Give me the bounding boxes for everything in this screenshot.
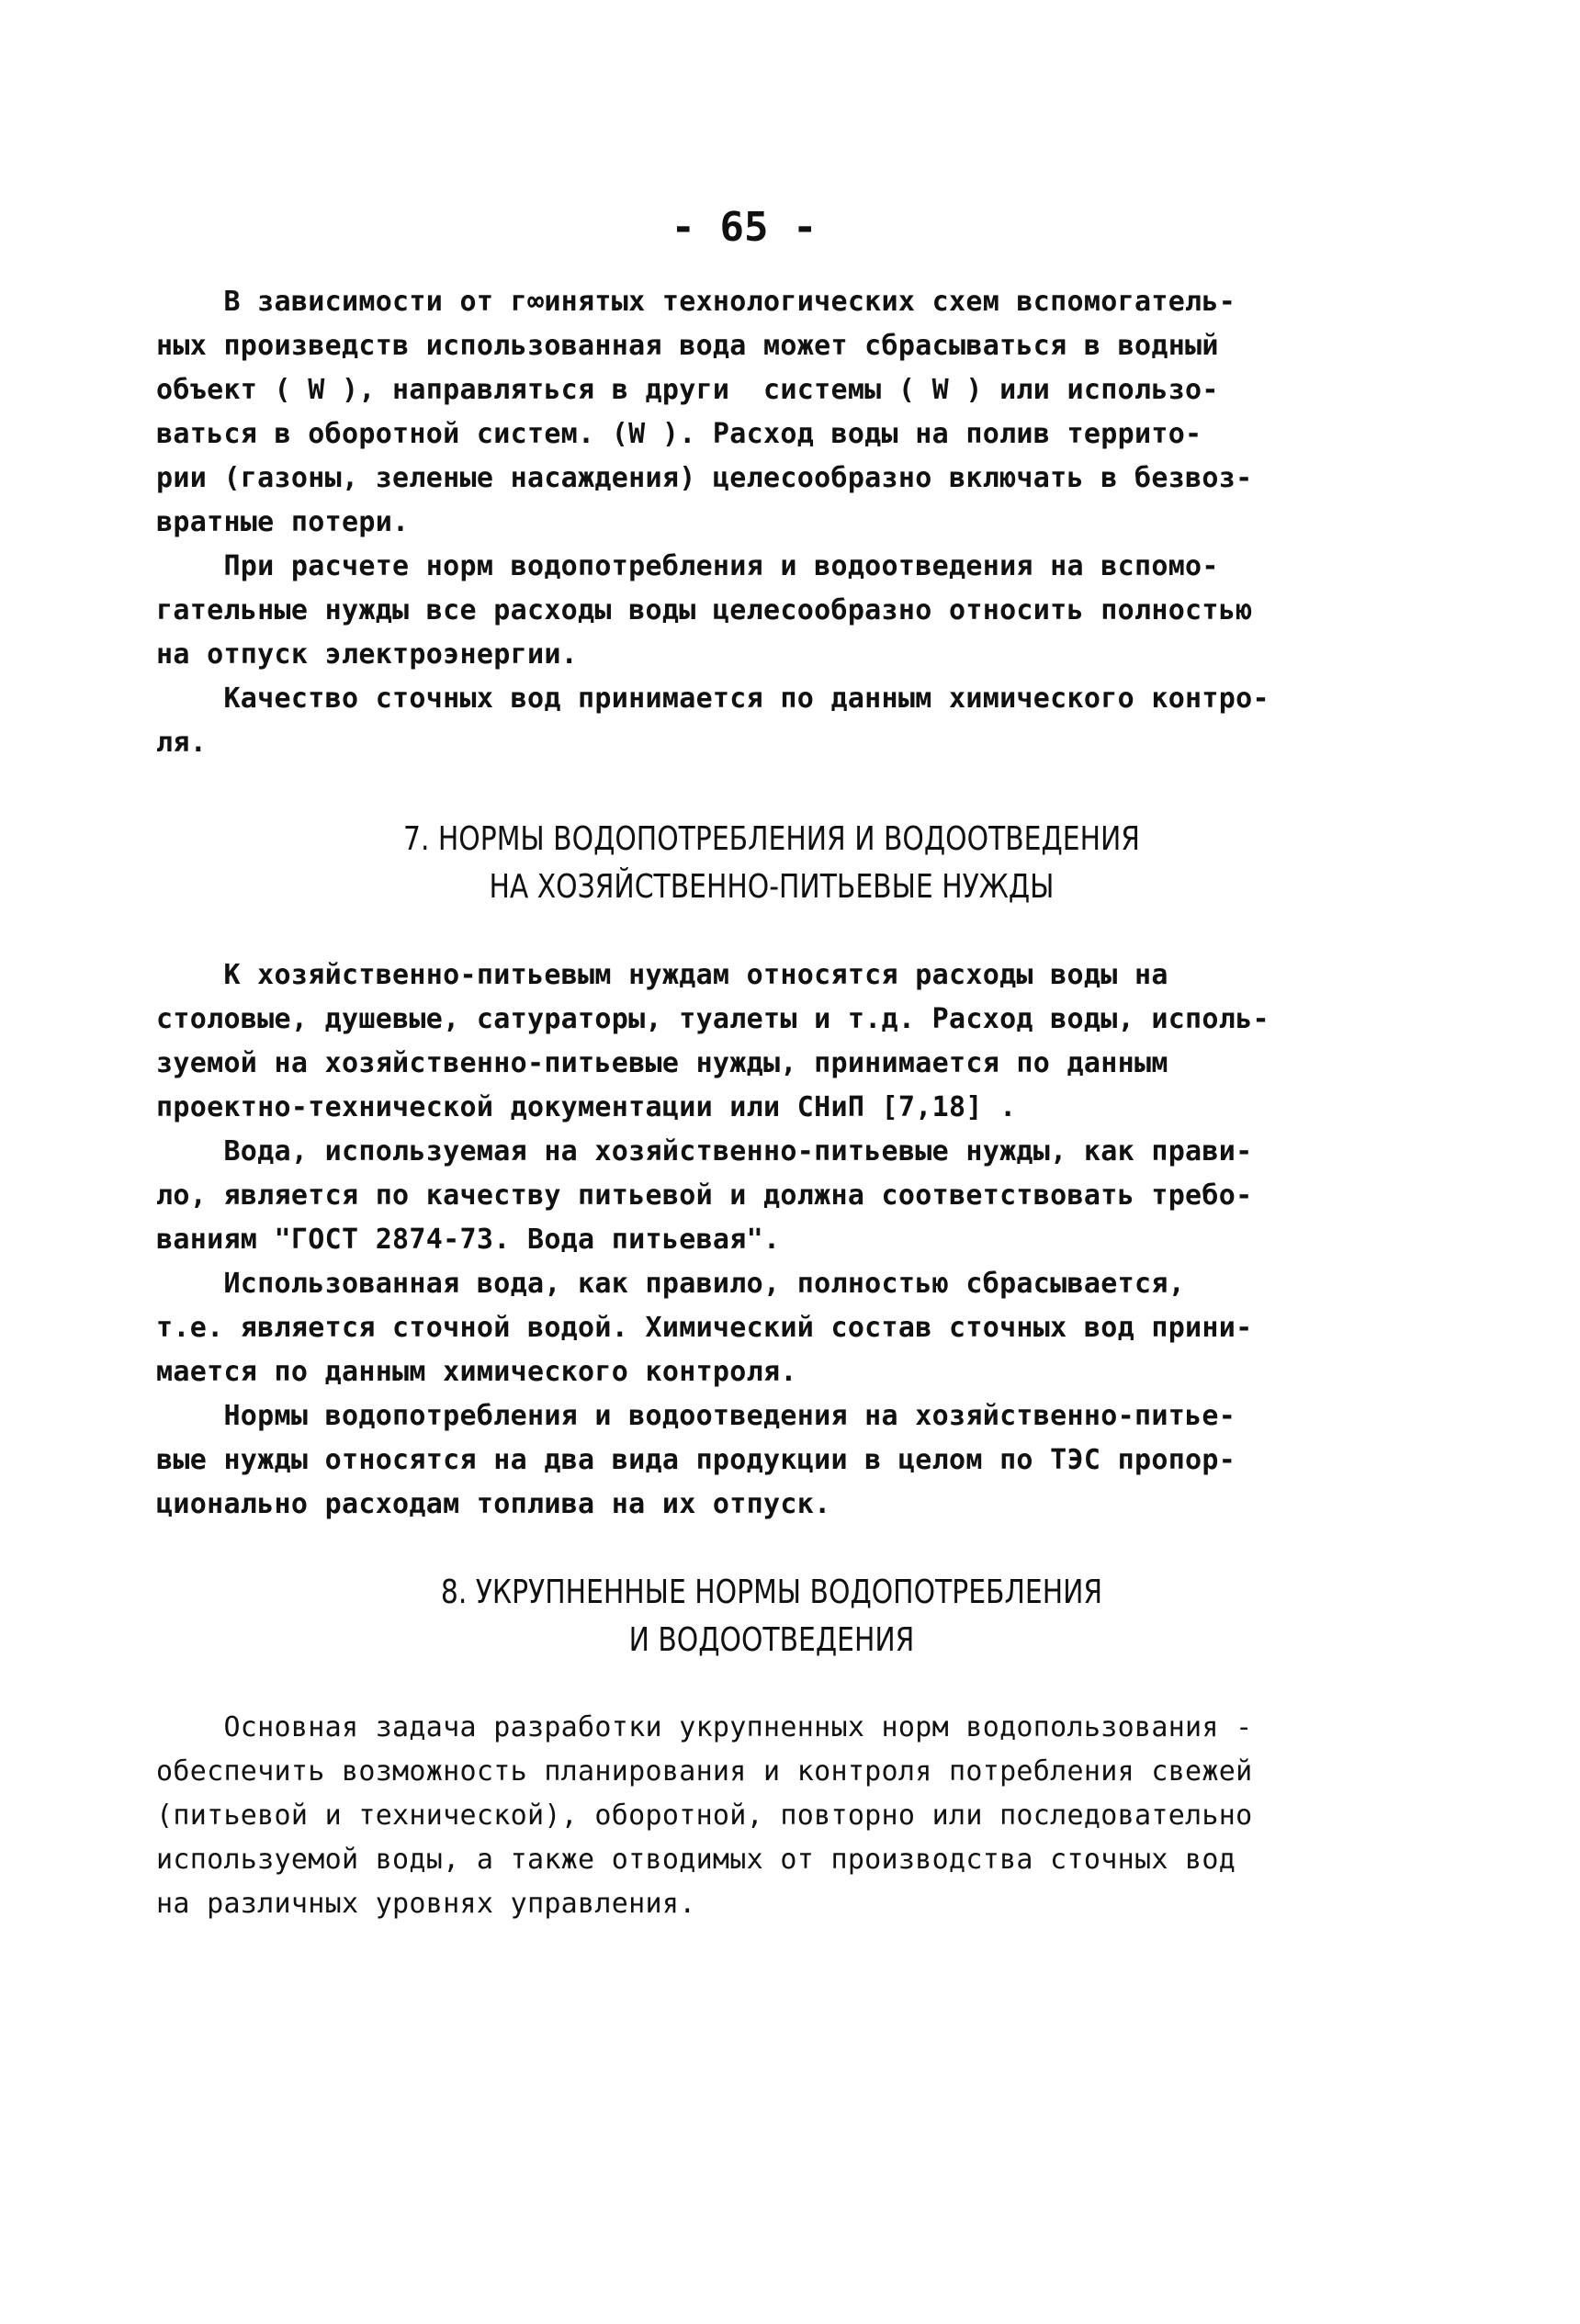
text-line: обеспечить возможность планирования и контроля потребления свежей bbox=[156, 1755, 1253, 1788]
section-8-body bbox=[156, 1706, 1253, 1926]
text-line: вратные потери. bbox=[156, 506, 410, 538]
text-line: ваниям "ГОСТ 2874-73. Вода питьевая". bbox=[156, 1224, 781, 1256]
text-line: на различных уровнях управления. bbox=[156, 1888, 696, 1920]
text-line: Качество сточных вод принимается по данным химического контро- bbox=[156, 683, 1270, 715]
text-line: объект ( W ), направляться в други системы ( W ) или использо- bbox=[156, 374, 1219, 406]
page-number: - 65 - bbox=[671, 204, 818, 251]
text-line: ных произведств использованная вода может сбрасываться в водный bbox=[156, 330, 1219, 362]
text-line: проектно-технической документации или СНиП [7,18] . bbox=[156, 1091, 1017, 1123]
heading-line: НА ХОЗЯЙСТВЕННО-ПИТЬЕВЫЕ НУЖДЫ bbox=[489, 868, 1055, 906]
intro-section bbox=[156, 280, 1270, 765]
section-7-body bbox=[156, 953, 1270, 1527]
text-line: вые нужды относятся на два вида продукции в целом по ТЭС пропор- bbox=[156, 1444, 1236, 1476]
text-line: гательные нужды все расходы воды целесообразно относить полностью bbox=[156, 594, 1253, 626]
text-line: Нормы водопотребления и водоотведения на хозяйственно-питье- bbox=[156, 1400, 1236, 1432]
text-line: В зависимости от г∞инятых технологических схем вспомогатель- bbox=[156, 286, 1236, 318]
section-7-heading bbox=[156, 816, 1387, 911]
text-line: рии (газоны, зеленые насаждения) целесообразно включать в безвоз- bbox=[156, 462, 1253, 494]
text-line: ля. bbox=[156, 727, 208, 759]
text-line: ционально расходам топлива на их отпуск. bbox=[156, 1488, 831, 1520]
text-line: зуемой на хозяйственно-питьевые нужды, принимается по данным bbox=[156, 1047, 1168, 1079]
text-line: К хозяйственно-питьевым нуждам относятся расходы воды на bbox=[156, 959, 1168, 991]
text-line: ваться в оборотной систем. (W ). Расход воды на полив террито- bbox=[156, 418, 1202, 450]
text-line: ло, является по качеству питьевой и должна соответствовать требо- bbox=[156, 1179, 1253, 1212]
text-line: используемой воды, а также отводимых от производства сточных вод bbox=[156, 1844, 1236, 1876]
text-line: Вода, используемая на хозяйственно-питьевые нужды, как прави- bbox=[156, 1135, 1253, 1168]
text-line: При расчете норм водопотребления и водоотведения на вспомо- bbox=[156, 550, 1219, 582]
text-line: мается по данным химического контроля. bbox=[156, 1356, 797, 1388]
heading-line: 7. НОРМЫ ВОДОПОТРЕБЛЕНИЯ И ВОДООТВЕДЕНИЯ bbox=[403, 820, 1140, 858]
section-8-heading bbox=[156, 1569, 1387, 1664]
heading-line: И ВОДООТВЕДЕНИЯ bbox=[628, 1621, 915, 1659]
text-line: Использованная вода, как правило, полностью сбрасывается, bbox=[156, 1268, 1186, 1300]
text-line: на отпуск электроэнергии. bbox=[156, 638, 579, 671]
text-line: т.е. является сточной водой. Химический состав сточных вод прини- bbox=[156, 1312, 1253, 1344]
text-line: столовые, душевые, сатураторы, туалеты и т.д. Расход воды, исполь- bbox=[156, 1003, 1270, 1035]
text-line: (питьевой и технической), оборотной, повторно или последовательно bbox=[156, 1799, 1253, 1832]
text-line: Основная задача разработки укрупненных норм водопользования - bbox=[156, 1711, 1253, 1743]
heading-line: 8. УКРУПНЕННЫЕ НОРМЫ ВОДОПОТРЕБЛЕНИЯ bbox=[440, 1574, 1103, 1611]
